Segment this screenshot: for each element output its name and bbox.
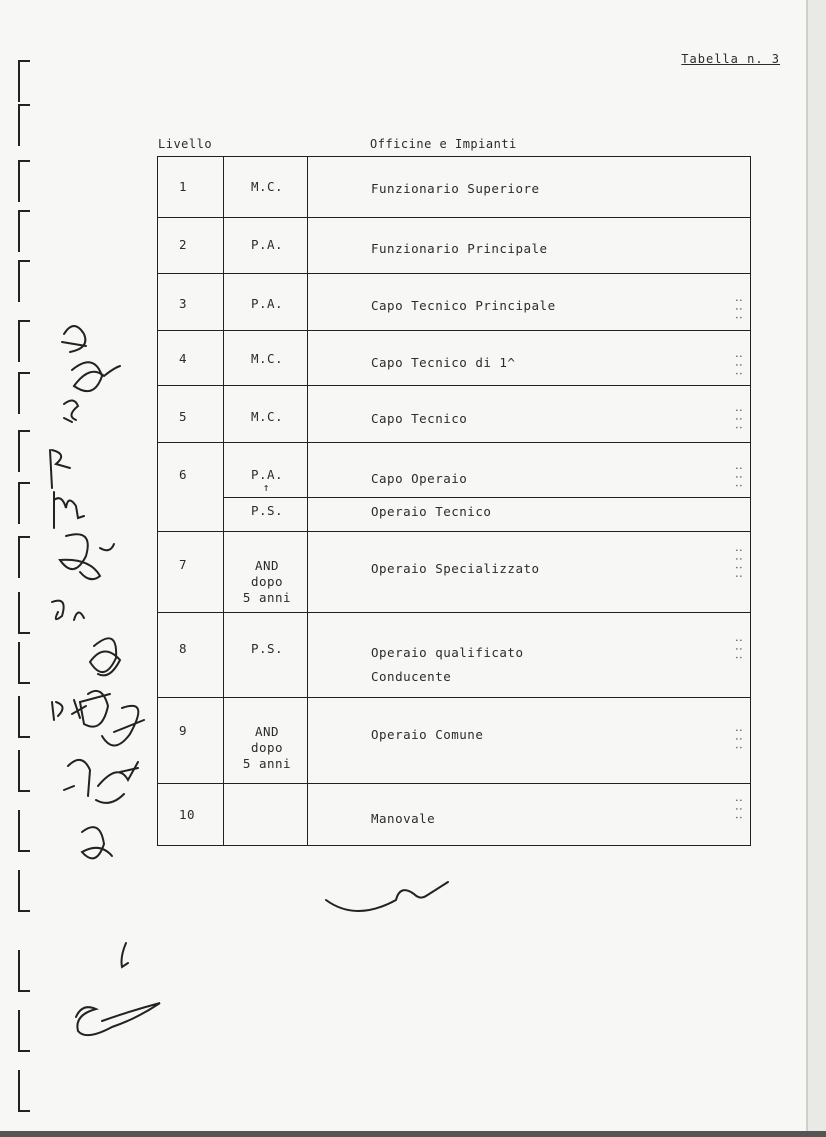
- level-number: 10: [179, 807, 196, 822]
- position-title: Capo Operaio: [371, 471, 468, 486]
- position-title: Capo Tecnico Principale: [371, 298, 556, 313]
- position-title: Operaio Comune: [371, 727, 484, 742]
- scan-dots: :::: [733, 727, 746, 753]
- binding-ring: [18, 104, 30, 146]
- binding-ring: [18, 810, 30, 852]
- grade-code: P.S.: [250, 503, 284, 518]
- row-divider: [157, 273, 751, 274]
- scan-dots: :::: [733, 465, 746, 491]
- table-border-right: [750, 157, 751, 845]
- table-reference: Tabella n. 3: [681, 52, 780, 66]
- row-divider: [157, 442, 751, 443]
- binding-ring: [18, 60, 30, 102]
- binding-ring: [18, 260, 30, 302]
- grade-code: AND: [254, 558, 280, 573]
- row-divider: [157, 385, 751, 386]
- scan-dots: :::: [733, 637, 746, 663]
- level-number: 9: [179, 723, 188, 738]
- grade-code: P.A.: [250, 237, 284, 252]
- grade-code: dopo: [250, 740, 284, 755]
- grade-code: M.C.: [250, 409, 284, 424]
- arrow-up-icon: ↑: [262, 481, 270, 494]
- position-title: Capo Tecnico di 1^: [371, 355, 516, 370]
- level-number: 1: [179, 179, 188, 194]
- position-title: Operaio Tecnico: [371, 504, 492, 519]
- binding-ring: [18, 320, 30, 362]
- binding-ring: [18, 750, 30, 792]
- column-divider-level: [223, 157, 224, 845]
- level-number: 6: [179, 467, 188, 482]
- binding-ring: [18, 536, 30, 578]
- grade-code: AND: [254, 724, 280, 739]
- binding-ring: [18, 950, 30, 992]
- level-number: 7: [179, 557, 188, 572]
- row-divider: [157, 783, 751, 784]
- grade-code: P.S.: [250, 641, 284, 656]
- scan-dots: :::: [733, 297, 746, 323]
- binding-ring: [18, 592, 30, 634]
- binding-ring: [18, 1070, 30, 1112]
- row-divider: [157, 697, 751, 698]
- level-number: 5: [179, 409, 188, 424]
- level-number: 3: [179, 296, 188, 311]
- grade-code: 5 anni: [242, 756, 292, 771]
- binding-ring: [18, 160, 30, 202]
- row-divider: [157, 531, 751, 532]
- grade-code: dopo: [250, 574, 284, 589]
- binding-ring: [18, 430, 30, 472]
- position-title: Operaio qualificato: [371, 645, 524, 660]
- position-title: Funzionario Superiore: [371, 181, 540, 196]
- scan-dots: :::: [733, 353, 746, 379]
- row-divider: [157, 217, 751, 218]
- binding-rings: [0, 20, 40, 1130]
- row-divider: [157, 612, 751, 613]
- row-divider: [223, 497, 751, 498]
- grade-code: M.C.: [250, 179, 284, 194]
- levels-table: [157, 156, 751, 846]
- grade-code: M.C.: [250, 351, 284, 366]
- grade-code: 5 anni: [242, 590, 292, 605]
- binding-ring: [18, 1010, 30, 1052]
- binding-ring: [18, 870, 30, 912]
- level-number: 8: [179, 641, 188, 656]
- column-divider-grade: [307, 157, 308, 845]
- level-number: 2: [179, 237, 188, 252]
- position-title: Funzionario Principale: [371, 241, 548, 256]
- signature-scribble: [56, 935, 176, 1059]
- binding-ring: [18, 696, 30, 738]
- scan-dots: ::::: [733, 547, 746, 582]
- grade-code: P.A.: [250, 296, 284, 311]
- level-number: 4: [179, 351, 188, 366]
- scan-dots: :::: [733, 407, 746, 433]
- header-sector: Officine e Impianti: [370, 137, 517, 151]
- signature-initial-bottom: [320, 880, 450, 934]
- binding-ring: [18, 482, 30, 524]
- grade-code: P.A.: [250, 467, 284, 482]
- binding-ring: [18, 210, 30, 252]
- position-title: Capo Tecnico: [371, 411, 468, 426]
- scan-dots: :::: [733, 797, 746, 823]
- binding-ring: [18, 372, 30, 414]
- position-title: Conducente: [371, 669, 452, 684]
- header-level: Livello: [158, 137, 213, 151]
- position-title: Operaio Specializzato: [371, 561, 540, 576]
- table-border-left: [157, 157, 158, 845]
- signature-initials: [50, 320, 150, 904]
- row-divider: [157, 330, 751, 331]
- page-edge: [806, 0, 826, 1137]
- position-title: Manovale: [371, 811, 436, 826]
- scan-bottom-edge: [0, 1131, 826, 1137]
- binding-ring: [18, 642, 30, 684]
